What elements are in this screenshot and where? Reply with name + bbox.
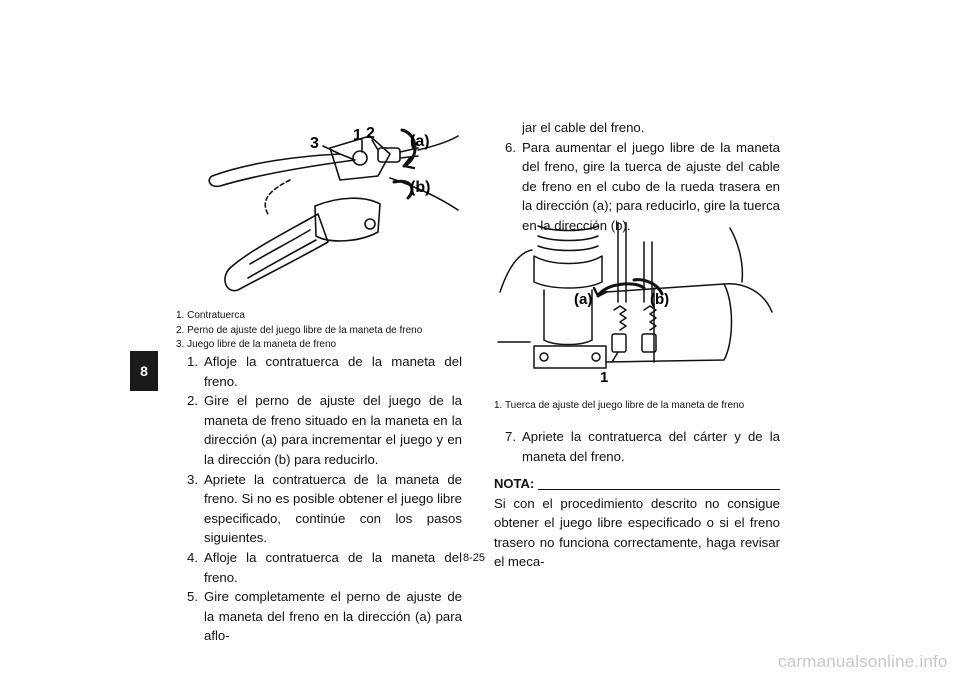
step-text: Afloje la contratuerca de la maneta del freno.	[204, 354, 462, 389]
step-number: 5.	[187, 589, 198, 605]
caption-item: 1. Tuerca de ajuste del juego libre de la maneta de freno	[494, 400, 745, 411]
step-text: Gire completamente el perno de ajuste de la maneta del freno en la dirección (a) para aflo-	[204, 589, 462, 644]
step-item	[176, 587, 462, 646]
step-number	[494, 118, 522, 138]
figure-captions-right	[494, 399, 744, 414]
step-item	[494, 138, 780, 236]
caption-item: 3. Juego libre de la maneta de freno	[176, 339, 337, 350]
rear-brake-illustration	[494, 222, 784, 392]
step-text: Apriete la contratuerca de la maneta de freno. Si no es posible obtener el juego libre especificado, continúe con los pasos siguientes.	[204, 471, 462, 546]
step-item	[176, 548, 462, 587]
nota-header	[494, 474, 780, 494]
callout-3: 3	[310, 135, 319, 152]
callout-a: (a)	[410, 133, 430, 150]
chapter-number: 8	[140, 363, 148, 379]
callout-a: (a)	[574, 291, 593, 308]
step-number: 4.	[187, 549, 198, 565]
caption-item: 2. Perno de ajuste del juego libre de la maneta de freno	[176, 324, 423, 336]
step-number: 3.	[187, 471, 198, 487]
step-number: 7.	[505, 429, 516, 444]
step-item	[494, 118, 780, 138]
step-number: 2.	[187, 393, 198, 409]
nota-text: Si con el procedimiento descrito no consigue obtener el juego libre especificado o si el freno trasero no funciona correctamente, haga revisar el meca-	[494, 495, 780, 570]
step-text: jar el cable del freno.	[522, 120, 645, 135]
callout-1: 1	[353, 127, 362, 144]
steps-right-top	[494, 118, 780, 236]
step-text: Gire el perno de ajuste del juego de la maneta de freno situado en la maneta en la dirección (a) para incrementar el juego y en la dirección (b) para reducirlo.	[204, 393, 462, 467]
page-number: 8-25	[463, 552, 486, 564]
nota-rule	[538, 489, 780, 490]
rear-brake-figure	[494, 222, 784, 392]
nota-block	[494, 474, 780, 572]
steps-right-bottom	[494, 427, 780, 466]
caption-item: 1. Contratuerca	[176, 310, 245, 321]
chapter-tab	[130, 351, 158, 391]
step-item	[494, 427, 780, 466]
brake-lever-figure	[190, 118, 460, 308]
callout-b: (b)	[650, 291, 670, 308]
callout-b: (b)	[410, 179, 431, 196]
nota-label: NOTA:	[494, 476, 535, 491]
step-item	[176, 391, 462, 469]
step-text: Afloje la contratuerca de la maneta del freno.	[204, 549, 462, 585]
step-number: 1.	[187, 354, 198, 369]
callout-1: 1	[600, 369, 609, 386]
callout-2: 2	[366, 125, 375, 142]
steps-left	[176, 352, 462, 646]
step-number: 6.	[505, 139, 516, 155]
step-text: Apriete la contratuerca del cárter y de la maneta del freno.	[522, 429, 780, 464]
step-item	[176, 470, 462, 548]
step-item	[176, 352, 462, 391]
brake-lever-illustration	[190, 118, 460, 308]
step-text: Para aumentar el juego libre de la maneta del freno, gire la tuerca de ajuste del cable de freno en el cubo de la rueda trasera en la dirección (a); para reducirlo, gire la tuerca en la dirección (b).	[522, 139, 781, 233]
figure-captions-left	[176, 309, 422, 353]
watermark: carmanualsonline.info	[778, 652, 948, 671]
